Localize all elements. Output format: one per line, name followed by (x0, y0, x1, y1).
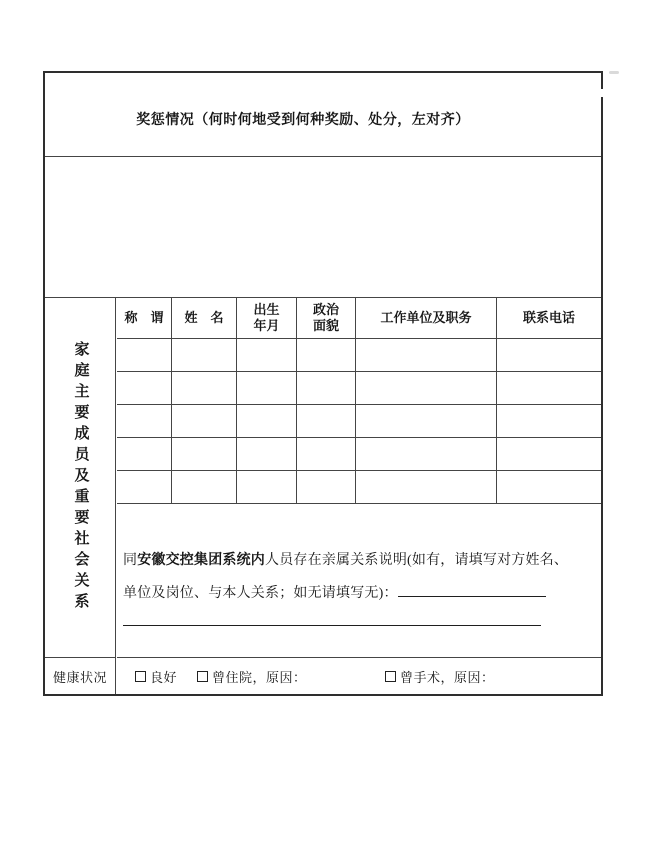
family-cell-workunit[interactable] (356, 438, 497, 471)
health-option-good (135, 658, 177, 694)
family-cell-workunit[interactable] (356, 372, 497, 405)
relation-note-cell (117, 504, 601, 658)
column-header-phone (497, 298, 601, 339)
health-option-surgery-label: 曾手术，原因： (400, 669, 495, 685)
family-cell-workunit[interactable] (356, 405, 497, 438)
checkbox-surgery-icon[interactable] (385, 671, 396, 682)
column-header-title (117, 298, 172, 339)
family-cell-political[interactable] (297, 372, 356, 405)
family-cell-birthdate[interactable] (237, 438, 297, 471)
family-cell-title[interactable] (117, 372, 172, 405)
column-header-political-line2: 面貌 (312, 318, 339, 333)
family-cell-phone[interactable] (497, 471, 601, 504)
family-cell-title[interactable] (117, 405, 172, 438)
relation-note-line2: 单位及岗位、与本人关系；如无请填写无)： (123, 586, 398, 601)
family-cell-phone[interactable] (497, 339, 601, 372)
column-header-title-label: 称 谓 (124, 309, 164, 325)
family-cell-political[interactable] (297, 339, 356, 372)
family-cell-name[interactable] (172, 372, 237, 405)
family-cell-name[interactable] (172, 471, 237, 504)
column-header-political-status (297, 298, 356, 339)
relation-fill-line-short[interactable] (398, 583, 546, 597)
health-option-good-label: 良好 (150, 669, 178, 685)
scan-border-gap-artifact (601, 89, 605, 97)
family-cell-birthdate[interactable] (237, 372, 297, 405)
health-option-surgery (385, 658, 495, 694)
column-header-name (172, 298, 237, 339)
health-status-label: 健康状况 (52, 669, 107, 685)
family-cell-workunit[interactable] (356, 471, 497, 504)
family-cell-title[interactable] (117, 339, 172, 372)
column-header-name-label: 姓 名 (184, 309, 224, 325)
family-cell-birthdate[interactable] (237, 339, 297, 372)
health-status-label-cell (45, 658, 116, 694)
column-header-birthdate-line2: 年月 (253, 318, 280, 333)
column-header-political-line1: 政治 (312, 301, 339, 317)
checkbox-good-icon[interactable] (135, 671, 146, 682)
relation-fill-line-long[interactable] (123, 625, 541, 626)
family-members-table (117, 298, 601, 504)
family-section-vertical-label: 家庭主要成员及重要社会关系 (72, 341, 89, 614)
reward-section-title: 奖惩情况（何时何地受到何种奖励、处分，左对齐） (136, 113, 470, 128)
personnel-form-table (43, 71, 603, 696)
family-cell-political[interactable] (297, 405, 356, 438)
column-header-birthdate-line1: 出生 (253, 301, 280, 317)
family-cell-phone[interactable] (497, 372, 601, 405)
family-cell-workunit[interactable] (356, 339, 497, 372)
relation-note-text (123, 544, 597, 610)
family-cell-title[interactable] (117, 471, 172, 504)
family-cell-name[interactable] (172, 339, 237, 372)
column-header-birthdate (237, 298, 297, 339)
family-cell-title[interactable] (117, 438, 172, 471)
relation-note-prefix: 同 (123, 553, 138, 568)
health-status-content-cell (117, 658, 601, 694)
family-section-label-cell (45, 298, 116, 658)
family-cell-name[interactable] (172, 405, 237, 438)
family-cell-political[interactable] (297, 438, 356, 471)
health-option-hospitalized-label: 曾住院，原因： (212, 669, 307, 685)
family-cell-birthdate[interactable] (237, 405, 297, 438)
family-cell-birthdate[interactable] (237, 471, 297, 504)
relation-note-line1-rest: 人员存在亲属关系说明(如有，请填写对方姓名、 (265, 553, 569, 568)
family-cell-political[interactable] (297, 471, 356, 504)
reward-section-header (45, 73, 601, 157)
column-header-workunit-position (356, 298, 497, 339)
scan-smudge-artifact (609, 71, 619, 74)
reward-writein-area[interactable] (45, 157, 601, 298)
health-option-hospitalized (197, 658, 307, 694)
family-cell-phone[interactable] (497, 438, 601, 471)
column-header-workunit-label: 工作单位及职务 (380, 309, 472, 325)
checkbox-hospitalized-icon[interactable] (197, 671, 208, 682)
relation-note-bold-company: 安徽交控集团系统内 (137, 553, 266, 568)
family-cell-name[interactable] (172, 438, 237, 471)
column-header-phone-label: 联系电话 (522, 309, 575, 325)
family-cell-phone[interactable] (497, 405, 601, 438)
